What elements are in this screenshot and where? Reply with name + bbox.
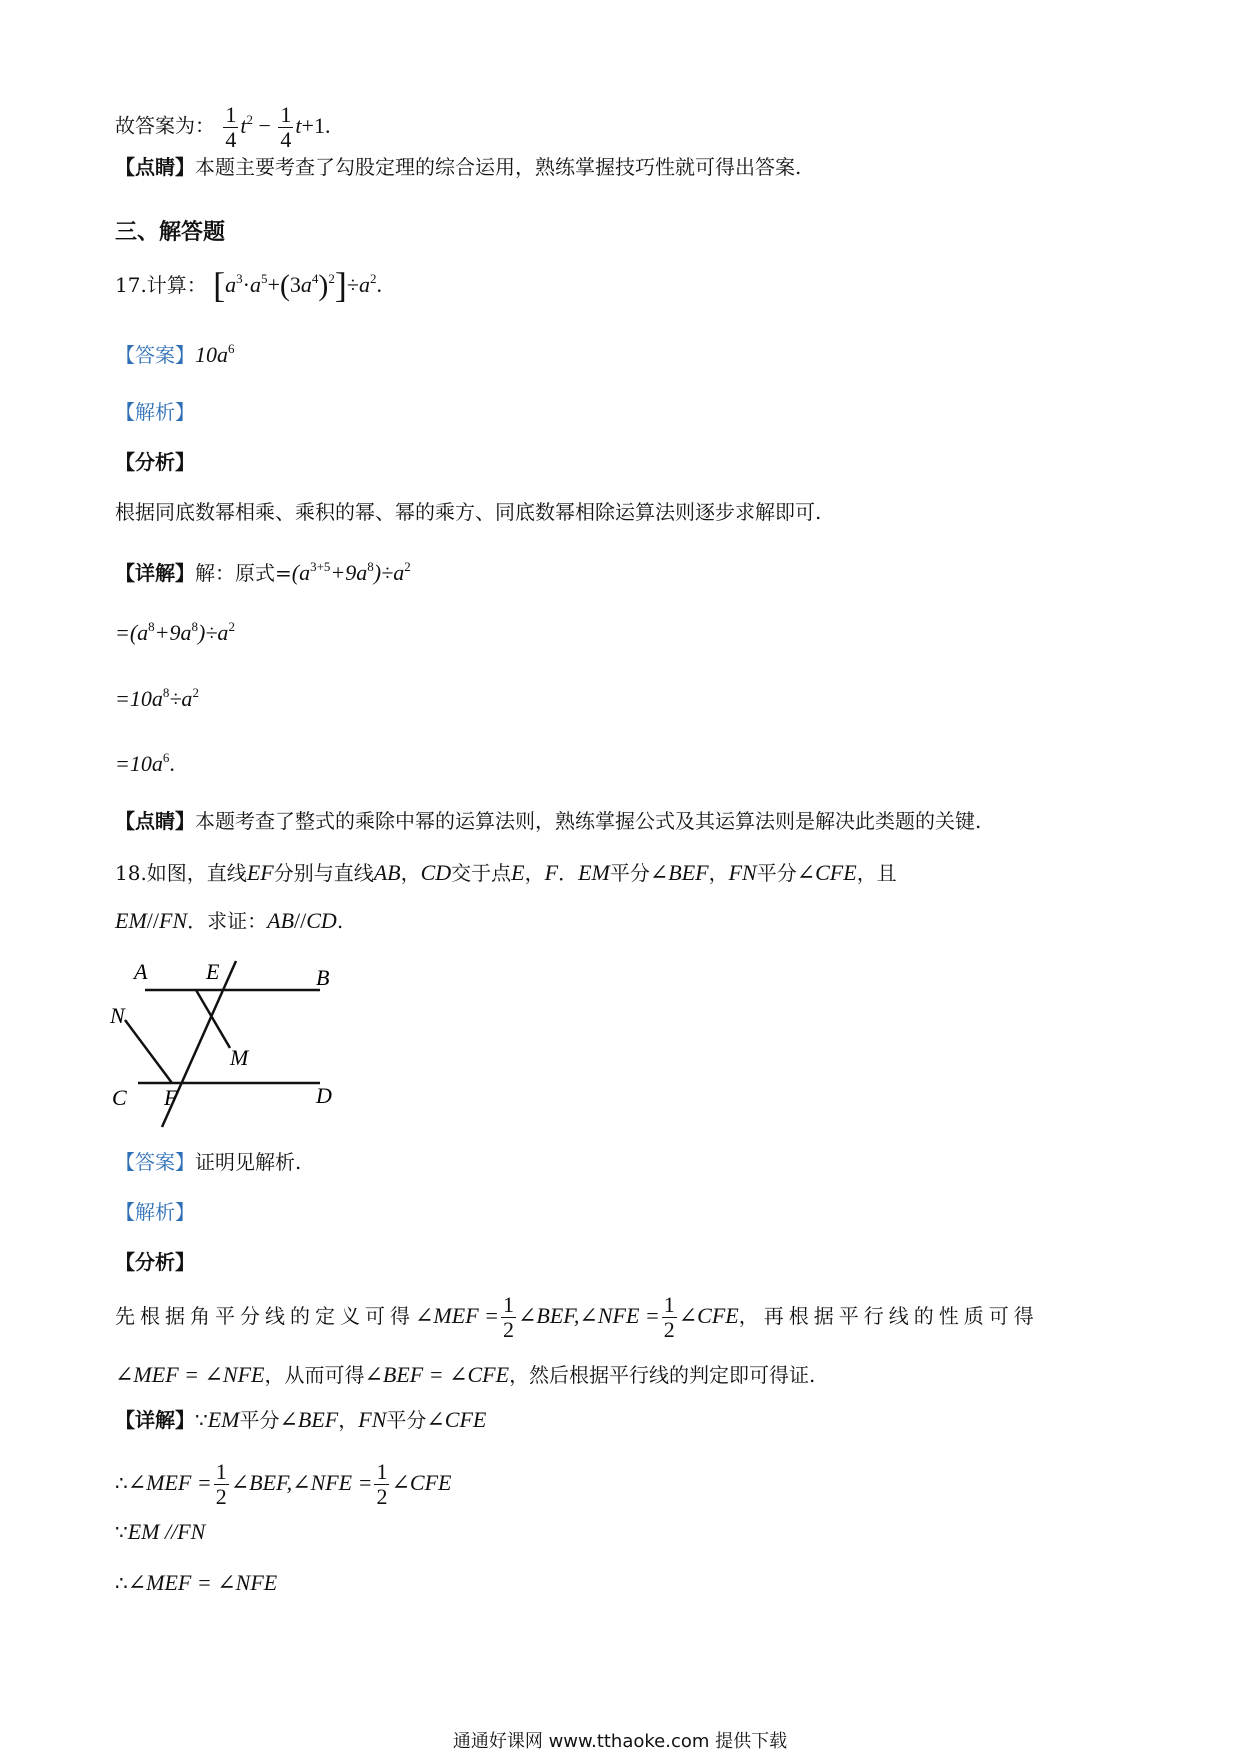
label-m: M xyxy=(230,1045,249,1070)
answer-tag: 【答案】 xyxy=(115,343,195,367)
detail-17-step2: $=(a^8+9a^8)\div a^2$ xyxy=(115,619,235,645)
label-d: D xyxy=(316,1083,332,1108)
fraction-1-4-b: $\frac{1}{4}$ xyxy=(280,102,292,152)
fenxi-tag-17: 【分析】 xyxy=(115,450,195,474)
jiexi-tag-18: 【解析】 xyxy=(115,1200,195,1224)
label-c: C xyxy=(112,1085,127,1110)
dianjing-16 xyxy=(115,152,801,182)
fraction-1-4: $\frac{1}{4}$ xyxy=(225,102,237,152)
answer-16-line xyxy=(115,103,330,152)
question-18-line2: EM//FN．求证：AB//CD. xyxy=(115,908,344,933)
question-17-answer xyxy=(115,340,235,370)
section-title: 三、解答题 xyxy=(115,220,226,245)
answer-16-expression: $\frac{1}{4}$ $t^2$ − $\frac{1}{4}$ t+1. xyxy=(225,102,331,152)
jiexi-tag-17: 【解析】 xyxy=(115,400,195,424)
question-18-answer: 【答案】证明见解析. xyxy=(115,1150,302,1174)
fenxi-tag-18: 【分析】 xyxy=(115,1250,195,1274)
question-17-label: 17.计算： xyxy=(115,273,207,297)
fenxi-18-line2: ∠MEF = ∠NFE，从而可得∠BEF = ∠CFE，然后根据平行线的判定即可得证. xyxy=(115,1362,816,1387)
label-n: N xyxy=(110,1003,125,1028)
dianjing-text: 本题主要考查了勾股定理的综合运用，熟练掌握技巧性就可得出答案. xyxy=(195,155,802,179)
fenxi-18-line1: 先根据角平分线的定义可得∠MEF = $\frac{1}{2}$ ∠BEF,∠NFE = $\frac{1}{2}$ ∠CFE，再根据平行线的性质可得 xyxy=(115,1292,1039,1342)
dianjing-tag: 【点睛】 xyxy=(115,155,195,179)
detail-17-step3: $=10a^8\div a^2$ xyxy=(115,685,199,711)
answer-value: $10a^6$ xyxy=(195,341,235,367)
label-a: A xyxy=(134,959,148,984)
label-e: E xyxy=(206,959,220,984)
detail-18-step1: ∴∠MEF = $\frac{1}{2}$ ∠BEF,∠NFE = $\frac{1}{2}$ ∠CFE xyxy=(115,1459,452,1509)
detail-18-given: 【详解】∵EM平分∠BEF，FN平分∠CFE xyxy=(115,1407,487,1432)
geometry-figure xyxy=(110,955,350,1135)
footer-source: 通通好课网 www.tthaoke.com 提供下载 xyxy=(452,1731,788,1752)
dianjing-17: 【点睛】本题考查了整式的乘除中幂的运算法则，熟练掌握公式及其运算法则是解决此类题的关键. xyxy=(115,809,982,833)
detail-18-step2: ∵EM //FN xyxy=(115,1519,206,1544)
detail-tag: 【详解】 xyxy=(115,561,195,585)
detail-18-step3: ∴∠MEF = ∠NFE xyxy=(115,1570,278,1595)
fenxi-text-17: 根据同底数幂相乘、乘积的幂、幂的乘方、同底数幂相除运算法则逐步求解即可. xyxy=(115,500,822,524)
label-f: F xyxy=(164,1085,178,1110)
question-18-line1: 18.如图，直线EF分别与直线AB，CD交于点E，F．EM平分∠BEF，FN平分∠CFE，且 xyxy=(115,860,897,885)
ray-fn xyxy=(125,1020,172,1083)
label-b: B xyxy=(316,965,330,990)
question-17-expression: $[a^3\cdot a^5+(3a^4)^2]\div a^2$. xyxy=(213,265,382,305)
answer-prefix: 故答案为： xyxy=(115,113,215,138)
detail-17-step4: $=10a^6$. xyxy=(115,750,175,776)
question-17 xyxy=(115,265,382,305)
fraction-half: $\frac{1}{2}$ xyxy=(502,1292,514,1342)
detail-17-step1: 【详解】解：原式$=(a^{3+5}+9a^8)\div a^2$ xyxy=(115,559,411,585)
